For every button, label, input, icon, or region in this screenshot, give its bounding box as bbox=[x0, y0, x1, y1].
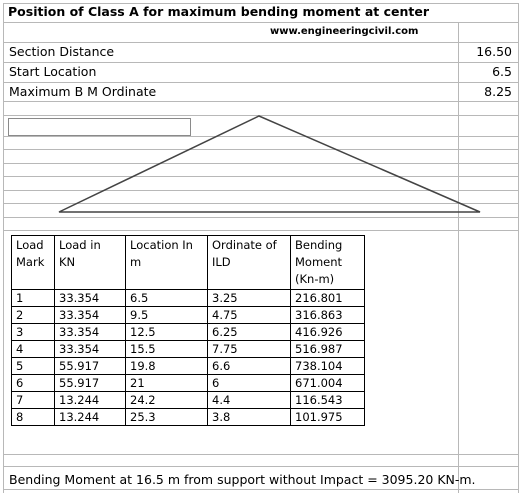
grid-row-line bbox=[3, 62, 518, 63]
cell-ordinate: 6 bbox=[208, 375, 291, 392]
header-line: Ordinate of bbox=[212, 238, 277, 252]
cell-ordinate: 7.75 bbox=[208, 341, 291, 358]
influence-line-diagram bbox=[56, 114, 484, 216]
header-line: Bending bbox=[295, 238, 343, 252]
grid-row-line bbox=[3, 230, 518, 231]
cell-load-kn: 13.244 bbox=[55, 392, 126, 409]
load-table bbox=[11, 235, 365, 426]
grid-row-line bbox=[3, 489, 518, 490]
header-bending-moment bbox=[291, 236, 365, 290]
cell-bending-moment: 738.104 bbox=[291, 358, 365, 375]
cell-location: 24.2 bbox=[126, 392, 208, 409]
cell-location: 25.3 bbox=[126, 409, 208, 426]
header-line: Mark bbox=[16, 255, 45, 269]
table-row bbox=[12, 358, 365, 375]
table-header-row bbox=[12, 236, 365, 290]
section-distance-value: 16.50 bbox=[476, 44, 512, 59]
cell-ordinate: 3.25 bbox=[208, 290, 291, 307]
header-line: KN bbox=[59, 255, 76, 269]
cell-ordinate: 4.4 bbox=[208, 392, 291, 409]
header-line: (Kn-m) bbox=[295, 272, 335, 286]
cell-location: 15.5 bbox=[126, 341, 208, 358]
cell-load-kn: 55.917 bbox=[55, 375, 126, 392]
table-row bbox=[12, 324, 365, 341]
ild-triangle bbox=[59, 116, 480, 212]
grid-column-divider bbox=[458, 22, 459, 493]
header-line: Location In bbox=[130, 238, 193, 252]
cell-load-mark: 4 bbox=[12, 341, 55, 358]
max-bm-ordinate-value: 8.25 bbox=[484, 84, 512, 99]
cell-bending-moment: 316.863 bbox=[291, 307, 365, 324]
cell-load-mark: 8 bbox=[12, 409, 55, 426]
cell-load-kn: 55.917 bbox=[55, 358, 126, 375]
cell-bending-moment: 671.004 bbox=[291, 375, 365, 392]
cell-ordinate: 6.6 bbox=[208, 358, 291, 375]
grid-row-line bbox=[3, 101, 518, 102]
grid-row-line bbox=[3, 217, 518, 218]
table-row bbox=[12, 307, 365, 324]
grid-row-line bbox=[3, 42, 518, 43]
cell-bending-moment: 116.543 bbox=[291, 392, 365, 409]
header-line: ILD bbox=[212, 255, 231, 269]
cell-bending-moment: 216.801 bbox=[291, 290, 365, 307]
result-summary: Bending Moment at 16.5 m from support without Impact = 3095.20 KN-m. bbox=[9, 472, 476, 487]
grid-row-line bbox=[3, 466, 518, 467]
grid-right-border bbox=[518, 3, 519, 493]
header-line: Moment bbox=[295, 255, 343, 269]
header-load-mark bbox=[12, 236, 55, 290]
header-load-kn bbox=[55, 236, 126, 290]
cell-bending-moment: 416.926 bbox=[291, 324, 365, 341]
table-row bbox=[12, 341, 365, 358]
header-line: Load in bbox=[59, 238, 101, 252]
cell-load-kn: 33.354 bbox=[55, 341, 126, 358]
website-credit: www.engineeringcivil.com bbox=[270, 26, 419, 37]
section-distance-label: Section Distance bbox=[9, 44, 115, 59]
cell-load-mark: 5 bbox=[12, 358, 55, 375]
cell-location: 19.8 bbox=[126, 358, 208, 375]
cell-load-mark: 3 bbox=[12, 324, 55, 341]
table-row bbox=[12, 290, 365, 307]
cell-bending-moment: 101.975 bbox=[291, 409, 365, 426]
cell-load-kn: 13.244 bbox=[55, 409, 126, 426]
cell-location: 9.5 bbox=[126, 307, 208, 324]
cell-ordinate: 6.25 bbox=[208, 324, 291, 341]
max-bm-ordinate-label: Maximum B M Ordinate bbox=[9, 84, 157, 99]
cell-location: 21 bbox=[126, 375, 208, 392]
table-row bbox=[12, 375, 365, 392]
table-row bbox=[12, 409, 365, 426]
grid-row-line bbox=[3, 22, 518, 23]
cell-location: 12.5 bbox=[126, 324, 208, 341]
header-location bbox=[126, 236, 208, 290]
header-line: Load bbox=[16, 238, 44, 252]
grid-row-line bbox=[3, 454, 518, 455]
cell-ordinate: 4.75 bbox=[208, 307, 291, 324]
cell-load-mark: 7 bbox=[12, 392, 55, 409]
grid-left-border bbox=[3, 3, 4, 493]
cell-location: 6.5 bbox=[126, 290, 208, 307]
cell-load-kn: 33.354 bbox=[55, 307, 126, 324]
cell-bending-moment: 516.987 bbox=[291, 341, 365, 358]
cell-load-mark: 6 bbox=[12, 375, 55, 392]
start-location-label: Start Location bbox=[9, 64, 97, 79]
table-row bbox=[12, 392, 365, 409]
grid-row-line bbox=[3, 82, 518, 83]
sheet-title: Position of Class A for maximum bending moment at center bbox=[8, 4, 430, 19]
header-ordinate bbox=[208, 236, 291, 290]
start-location-value: 6.5 bbox=[492, 64, 512, 79]
header-line: m bbox=[130, 255, 142, 269]
cell-load-kn: 33.354 bbox=[55, 290, 126, 307]
cell-load-mark: 2 bbox=[12, 307, 55, 324]
cell-ordinate: 3.8 bbox=[208, 409, 291, 426]
cell-load-kn: 33.354 bbox=[55, 324, 126, 341]
cell-load-mark: 1 bbox=[12, 290, 55, 307]
